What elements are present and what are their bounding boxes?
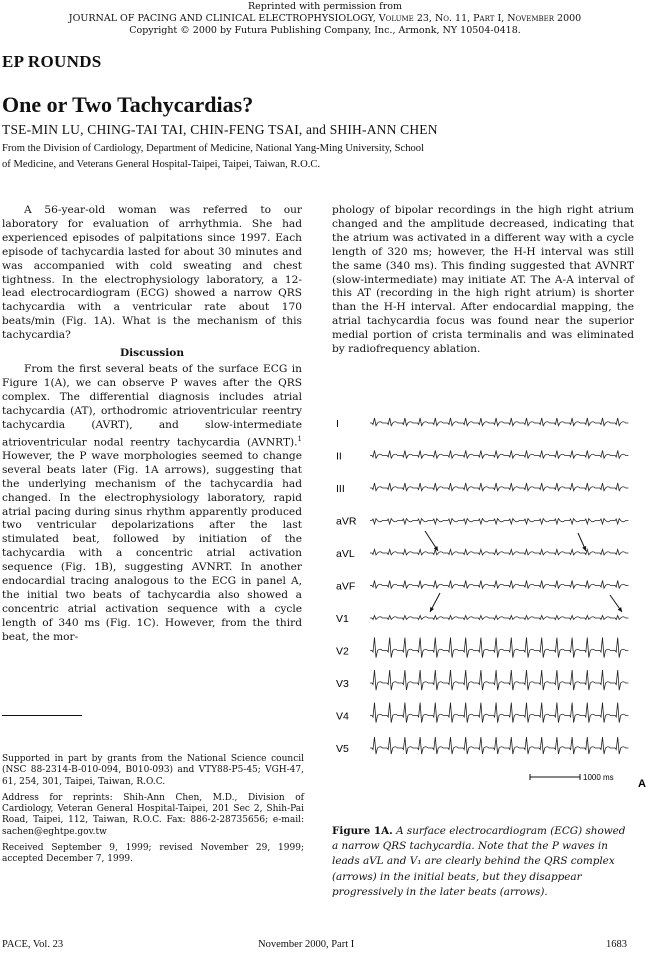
- ecg-trace-ii: [370, 451, 628, 459]
- lead-label-v1: V1: [336, 613, 349, 625]
- copyright-line: Copyright © 2000 by Futura Publishing Company, Inc., Armonk, NY 10504-0418.: [129, 25, 521, 36]
- ecg-trace-v2: [370, 638, 628, 658]
- lead-label-v4: V4: [336, 710, 349, 723]
- ecg-trace-v4: [370, 703, 628, 723]
- ecg-trace-i: [370, 418, 628, 426]
- footer-page-number: 1683: [606, 939, 627, 950]
- article-title: One or Two Tachycardias?: [2, 92, 254, 117]
- footnote-funding: Supported in part by grants from the National Science council (NSC 88-2314-B-010-094, B010-093) and VTY88-P5-45; VGH-47, 61, 254, 301, Taipei, Taiwan, R.O.C.: [2, 754, 304, 787]
- affiliation-line-1: From the Division of Cardiology, Department of Medicine, National Yang-Ming University, School: [2, 143, 425, 154]
- footnote-address: Address for reprints: Shih-Ann Chen, M.D., Division of Cardiology, Veteran General Hospital-Taipei, 201 Sec 2, Shih-Pai Road, Taipei, 112, Taiwan, R.O.C. Fax: 886-2-28735656; e-mail: sachen@eghtpe.gov.tw: [2, 792, 304, 837]
- lead-label-v3: V3: [336, 678, 349, 690]
- affiliation-line-2: of Medicine, and Veterans General Hospital-Taipei, Taipei, Taiwan, R.O.C.: [2, 159, 321, 170]
- left-column: [2, 204, 302, 645]
- footnotes: [2, 754, 304, 871]
- lead-label-avf: aVF: [336, 580, 356, 593]
- discussion-text-a: From the first several beats of the surface ECG in Figure 1(A), we can observe P waves after the QRS complex. The differential diagnosis includes atrial tachycardia (AT), orthodromic atrioventricular reentry tachycardia (AVRT), and slow-intermediate atrioventricular nodal reentry tachycardia (AVNRT).: [2, 362, 302, 449]
- ecg-trace-avl: [370, 550, 628, 555]
- right-paragraph: phology of bipolar recordings in the high right atrium changed and the amplitude decreased, indicating that the atrium was activated in a different way with a cycle length of 320 ms; however, the H-H interval was still the same (340 ms). This finding suggested that AVNRT (slow-intermediate) may initiate AT. The A-A interval of this AT (recording in the high right atrium) is shorter than the H-H interval. After endocardial mapping, the atrial tachycardia focus was found near the superior medial portion of crista terminalis and was eliminated by radiofrequency ablation.: [332, 204, 634, 356]
- journal-citation: JOURNAL OF PACING AND CLINICAL ELECTROPHYSIOLOGY, Volume 23, No. 11, Part I, November 2000: [68, 13, 582, 24]
- reprint-note: Reprinted with permission from: [248, 1, 402, 12]
- arrowhead-v1-2: [618, 607, 622, 612]
- case-paragraph: A 56-year-old woman was referred to our laboratory for evaluation of arrhythmia. She had experienced episodes of palpitations since 1997. Each episode of tachycardia lasted for about 30 minutes and was accompanied with cold sweating and chest tightness. In the electrophysiology laboratory, a 12-lead electrocardiogram (ECG) showed a narrow QRS tachycardia with a ventricular rate about 170 beats/min (Fig. 1A). What is the mechanism of this tachycardia?: [2, 204, 302, 342]
- ecg-trace-iii: [370, 483, 628, 491]
- lead-label-iii: III: [336, 483, 345, 495]
- ecg-trace-v5: [370, 737, 628, 754]
- panel-label: A: [638, 778, 646, 790]
- discussion-heading: Discussion: [119, 347, 185, 360]
- ecg-trace-v1: [370, 616, 628, 620]
- footnote-rule: [2, 715, 82, 716]
- footer-date: November 2000, Part I: [258, 939, 355, 950]
- caption-label: Figure 1A.: [332, 825, 393, 837]
- scale-bar-label: 1000 ms: [583, 773, 614, 782]
- author-list: TSE-MIN LU, CHING-TAI TAI, CHIN-FENG TSAI, and SHIH-ANN CHEN: [2, 122, 438, 137]
- lead-label-avr: aVR: [336, 515, 357, 528]
- ecg-trace-avr: [370, 519, 628, 524]
- footnote-received: Received September 9, 1999; revised November 29, 1999; accepted December 7, 1999.: [2, 843, 304, 865]
- figure-caption: [332, 824, 634, 900]
- ecg-trace-avf: [370, 581, 628, 589]
- caption-text: A surface electrocardiogram (ECG) showed a narrow QRS tachycardia. Note that the P waves in leads aVL and V₁ are clearly behind the QRS complex (arrows) in the initial beats, but they disappear progressively in the later beats (arrows).: [332, 825, 626, 898]
- reference-1: 1: [297, 434, 302, 443]
- ecg-figure: [330, 405, 648, 797]
- lead-label-v5: V5: [336, 743, 349, 755]
- right-column: [332, 204, 634, 357]
- section-label: EP ROUNDS: [2, 52, 102, 71]
- ecg-trace-v3: [370, 670, 628, 690]
- discussion-text-b: However, the P wave morphologies seemed to change several beats later (Fig. 1A arrows), suggesting that the underlying mechanism of the tachycardia had changed. In the electrophysiology laboratory, rapid atrial pacing during sinus rhythm apparently produced two ventricular depolarizations after the last stimulated beat, followed by initiation of the tachycardia with a concentric atrial activation sequence (Fig. 1B), suggesting AVNRT. In another endocardial tracing analogous to the ECG in panel A, the initial two beats of tachycardia also showed a concentric atrial activation sequence with a cycle length of 340 ms (Fig. 1C). However, from the third beat, the mor-: [2, 449, 302, 643]
- lead-label-i: I: [336, 418, 339, 430]
- lead-label-ii: II: [336, 450, 342, 463]
- footer-journal: PACE, Vol. 23: [2, 939, 64, 950]
- lead-label-avl: aVL: [336, 548, 355, 560]
- discussion-paragraph: [2, 363, 302, 645]
- lead-label-v2: V2: [336, 645, 349, 658]
